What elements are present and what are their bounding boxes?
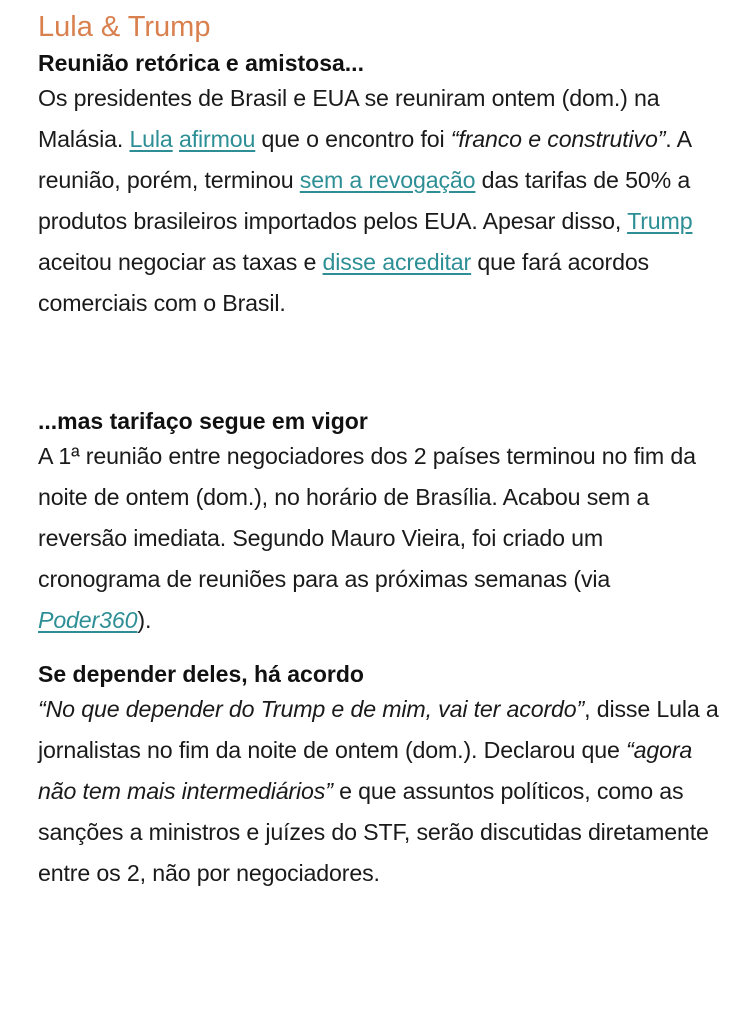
section-tarifaco xyxy=(38,406,729,641)
inline-link[interactable]: Lula xyxy=(129,126,173,152)
section-heading: ...mas tarifaço segue em vigor xyxy=(38,408,368,434)
section-reuniao xyxy=(38,48,729,324)
quote-text: “franco e construtivo” xyxy=(450,126,666,152)
section-heading: Reunião retórica e amistosa... xyxy=(38,50,364,76)
inline-link[interactable]: disse acreditar xyxy=(322,249,472,275)
body-text: Os presidentes de Brasil e EUA se reuniram ontem (dom.) na Malásia. xyxy=(38,85,660,152)
article-title: Lula & Trump xyxy=(38,11,211,43)
inline-link[interactable]: Trump xyxy=(627,208,693,234)
section-paragraph xyxy=(38,436,729,641)
quote-text: “No que depender do Trump e de mim, vai ter acordo” xyxy=(38,696,585,722)
body-text: ). xyxy=(137,607,152,633)
body-text: das tarifas de 50% a produtos brasileiros importados pelos EUA. Apesar disso, xyxy=(38,167,691,234)
body-text: e que assuntos políticos, como as sanções a ministros e juízes do STF, serão discutidas diretamente entre os 2, não por negociadores. xyxy=(38,778,709,886)
body-text: aceitou negociar as taxas e xyxy=(38,249,323,275)
inline-link[interactable]: sem a revogação xyxy=(299,167,476,193)
quote-text: “agora não tem mais intermediários” xyxy=(38,737,693,804)
section-acordo xyxy=(38,659,729,894)
inline-link[interactable]: afirmou xyxy=(178,126,256,152)
section-heading: Se depender deles, há acordo xyxy=(38,661,364,687)
body-text: que fará acordos comerciais com o Brasil. xyxy=(38,249,650,316)
body-text: . A reunião, porém, terminou xyxy=(38,126,691,193)
body-text: que o encontro foi xyxy=(255,126,451,152)
body-text: A 1ª reunião entre negociadores dos 2 países terminou no fim da noite de ontem (dom.), no horário de Brasília. Acabou sem a reversão imediata. Segundo Mauro Vieira, foi criado um cronograma de reuniões para as próximas semanas (via xyxy=(38,443,696,592)
section-paragraph xyxy=(38,78,729,324)
section-paragraph xyxy=(38,689,729,894)
body-text: , disse Lula a jornalistas no fim da noite de ontem (dom.). Declarou que xyxy=(38,696,719,763)
inline-link[interactable]: Poder360 xyxy=(38,607,138,633)
